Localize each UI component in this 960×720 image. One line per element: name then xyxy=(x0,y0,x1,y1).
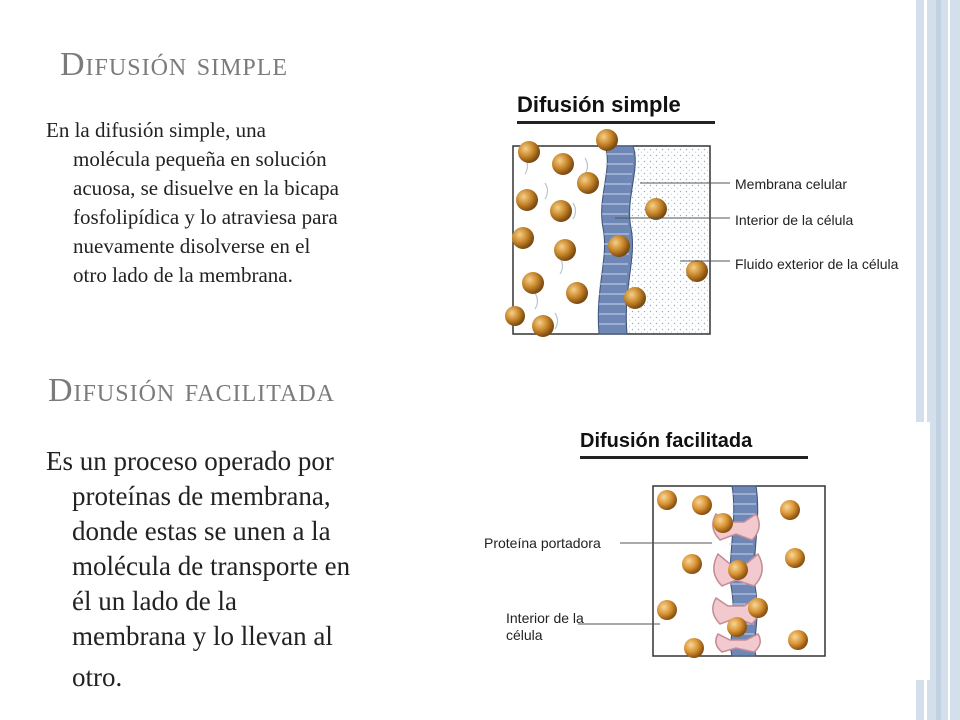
paragraph-difusion-facilitada xyxy=(46,444,466,695)
text-line: membrana y lo llevan al xyxy=(72,621,333,651)
text-line: En la difusión simple, una xyxy=(46,118,266,142)
figure-title: Difusión simple xyxy=(517,92,681,117)
text-line: otro. xyxy=(72,662,123,692)
label-fluido-exterior: Fluido exterior de la célula xyxy=(735,256,899,272)
figure-title: Difusión facilitada xyxy=(580,430,753,452)
heading-difusion-simple: Difusión simple xyxy=(60,46,289,83)
text-line: fosfolipídica y lo atraviesa para xyxy=(73,205,338,229)
label-interior-celula: Interior de la célula xyxy=(735,212,854,228)
text-line: molécula pequeña en solución xyxy=(73,147,327,171)
text-line: donde estas se unen a la xyxy=(72,516,331,546)
heading-difusion-facilitada: Difusión facilitada xyxy=(48,372,336,409)
text-line: proteínas de membrana, xyxy=(72,481,331,511)
border-stripe xyxy=(948,0,950,720)
text-line: otro lado de la membrana. xyxy=(73,263,293,287)
text-line: nuevamente disolverse en el xyxy=(73,234,311,258)
figure-difusion-facilitada xyxy=(480,422,930,680)
text-line: acuosa, se disuelve en la bicapa xyxy=(73,176,339,200)
border-stripe xyxy=(936,0,941,720)
label-proteina-portadora: Proteína portadora xyxy=(484,535,601,551)
text-line: él un lado de la xyxy=(72,586,237,616)
text-line: molécula de transporte en xyxy=(72,551,351,581)
text-line: Es un proceso operado por xyxy=(46,446,334,476)
label-interior-celula: Interior de la célula xyxy=(506,610,584,643)
label-membrana-celular: Membrana celular xyxy=(735,176,848,192)
figure-difusion-simple xyxy=(505,88,899,340)
paragraph-difusion-simple xyxy=(46,116,506,290)
